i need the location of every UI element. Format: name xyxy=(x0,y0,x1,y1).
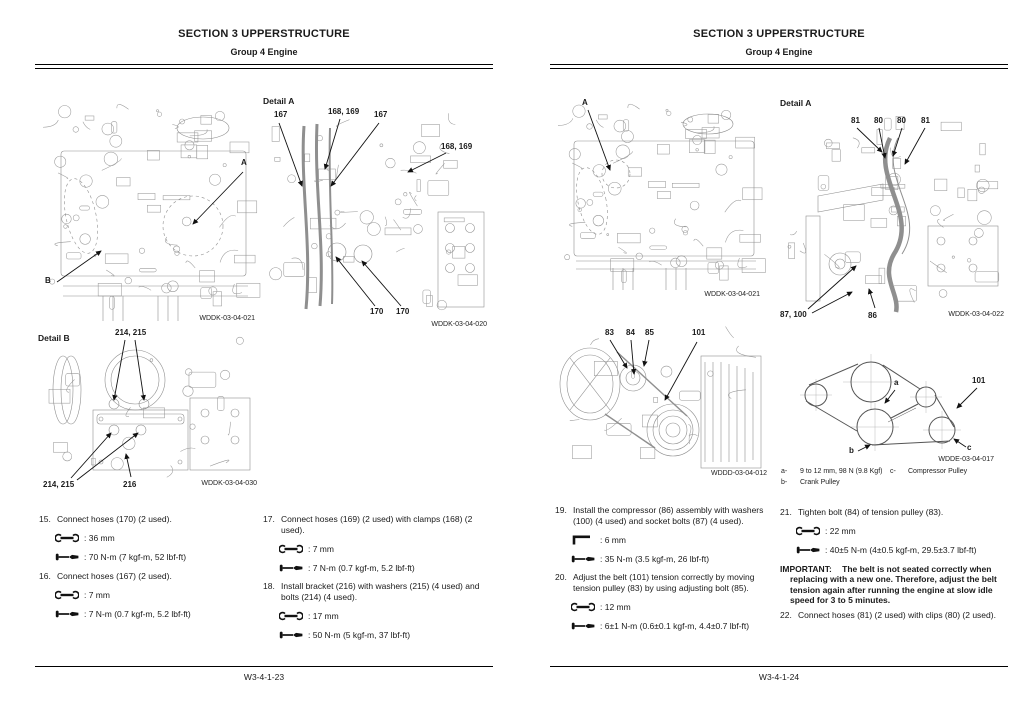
wrench-icon xyxy=(55,533,79,543)
torque-spec xyxy=(279,562,489,573)
step-number: 16. xyxy=(39,570,51,581)
torque-wrench-icon xyxy=(55,609,79,619)
step-number: 17. xyxy=(263,514,275,524)
callout-label: 87, 100 xyxy=(780,310,807,319)
spec-value: : 7 N-m (0.7 kgf-m, 5.2 lbf-ft) xyxy=(84,608,191,619)
callout-label: 85 xyxy=(645,328,654,337)
step-text: Adjust the belt (101) tension correctly by moving tension pulley (83) by using adjusting bolt (85). xyxy=(573,572,755,593)
callout-label: A xyxy=(582,98,588,107)
step-text: Install bracket (216) with washers (215) (4 used) and bolts (214) (4 used). xyxy=(281,581,480,602)
callout-label: 168, 169 xyxy=(328,107,360,116)
torque-spec xyxy=(796,545,1008,556)
spec-value: : 70 N-m (7 kgf-m, 52 lbf-ft) xyxy=(84,552,187,562)
compressor-pulley-label: c xyxy=(967,443,972,452)
callout-label: 167 xyxy=(274,110,288,119)
wrench-size-spec xyxy=(279,543,489,554)
step-number: 20. xyxy=(555,572,567,582)
legend-text-c: Compressor Pulley xyxy=(908,468,968,475)
engine-overview-art xyxy=(43,96,265,328)
crank-pulley-label: b xyxy=(849,446,854,455)
spec-value: : 40±5 N-m (4±0.5 kgf-m, 29.5±3.7 lbf-ft) xyxy=(825,545,977,555)
callout-label: B xyxy=(45,276,51,285)
legend-text-a: 9 to 12 mm, 98 N (9.8 Kgf) xyxy=(800,468,883,475)
figure-detail-a xyxy=(262,94,493,334)
callout-label: 216 xyxy=(123,480,137,489)
step-20 xyxy=(555,572,775,593)
callout-label: 170 xyxy=(370,307,384,316)
wrench-size-spec xyxy=(55,589,251,600)
figure-code: WDDK-03-04-020 xyxy=(431,321,487,328)
section-title: SECTION 3 UPPERSTRUCTURE xyxy=(178,28,350,40)
wrench-size-spec xyxy=(279,610,489,621)
step-number: 18. xyxy=(263,581,275,591)
figure-title: Detail B xyxy=(38,333,70,343)
step-text: Connect hoses (167) (2 used). xyxy=(57,570,172,581)
callout-label: 80 xyxy=(897,116,906,125)
hex-key-size-spec xyxy=(571,534,775,545)
steps-column xyxy=(263,514,489,648)
detail-a-art xyxy=(778,96,1008,326)
wrench-size-spec xyxy=(796,526,1008,537)
steps-column xyxy=(555,505,775,639)
step-number: 19. xyxy=(555,505,567,515)
torque-wrench-icon xyxy=(279,563,303,573)
header-rule xyxy=(35,64,493,69)
group-title: Group 4 Engine xyxy=(230,47,298,57)
spec-value: : 35 N-m (3.5 kgf-m, 26 lbf-ft) xyxy=(600,553,710,564)
callout-label: 168, 169 xyxy=(441,142,473,151)
footer-rule xyxy=(550,666,1008,667)
figure-code: WDDE-03-04-017 xyxy=(938,456,994,463)
step-number: 15. xyxy=(39,514,51,524)
figure-belt-routing xyxy=(778,350,1008,490)
step-text: Install the compressor (86) assembly with washers (100) (4 used) and socket bolts (87) (4 used). xyxy=(573,505,764,526)
steps-column xyxy=(39,514,251,627)
step-16 xyxy=(39,571,251,582)
torque-wrench-icon xyxy=(571,621,595,631)
callout-label: 101 xyxy=(972,376,986,385)
torque-spec xyxy=(571,620,775,631)
torque-spec xyxy=(571,553,775,564)
step-21 xyxy=(780,507,1008,518)
wrench-icon xyxy=(796,526,820,536)
step-15 xyxy=(39,514,251,525)
spec-value: : 22 mm xyxy=(825,526,856,536)
group-title: Group 4 Engine xyxy=(745,47,813,57)
torque-wrench-icon xyxy=(571,554,595,564)
legend-key-a: a- xyxy=(781,468,788,475)
callout-label: 214, 215 xyxy=(43,480,75,489)
page-number: W3-4-1-24 xyxy=(758,672,800,682)
engine-overview-art xyxy=(558,96,770,301)
spec-value: : 6 mm xyxy=(600,534,626,545)
step-19 xyxy=(555,505,775,526)
step-text: Connect hoses (169) (2 used) with clamps (168) (2 used). xyxy=(281,514,473,535)
legend-key-c: c- xyxy=(890,468,896,475)
callout-label: 170 xyxy=(396,307,410,316)
spec-value: : 7 mm xyxy=(308,543,334,554)
callout-label: 86 xyxy=(868,311,877,320)
figure-code: WDDK-03-04-022 xyxy=(948,311,1004,318)
important-note xyxy=(780,564,1008,606)
hex-key-icon xyxy=(571,534,595,545)
wrench-size-spec xyxy=(571,601,775,612)
page-number: W3-4-1-23 xyxy=(243,672,285,682)
torque-spec xyxy=(55,552,251,563)
figure-code: WDDK-03-04-021 xyxy=(199,315,255,322)
torque-wrench-icon xyxy=(55,552,79,562)
deflection-point-label: a xyxy=(894,378,899,387)
torque-spec xyxy=(279,629,489,640)
spec-value: : 7 mm xyxy=(84,589,110,600)
section-title: SECTION 3 UPPERSTRUCTURE xyxy=(693,28,865,40)
manual-page-left xyxy=(35,0,493,722)
figure-detail-a xyxy=(778,96,1008,326)
callout-label: A xyxy=(241,158,247,167)
torque-spec xyxy=(55,608,251,619)
wrench-icon xyxy=(279,611,303,621)
figure-title: Detail A xyxy=(263,96,295,106)
torque-wrench-icon xyxy=(279,630,303,640)
spec-value: : 12 mm xyxy=(600,601,631,612)
spec-value: : 6±1 N-m (0.6±0.1 kgf-m, 4.4±0.7 lbf-ft) xyxy=(600,620,750,631)
figure-code: WDDD-03-04-012 xyxy=(710,470,767,477)
torque-wrench-icon xyxy=(796,545,820,555)
figure-title: Detail A xyxy=(780,98,812,108)
callout-label: 84 xyxy=(626,328,635,337)
step-text: Connect hoses (81) (2 used) with clips (80) (2 used). xyxy=(798,609,996,620)
figure-code: WDDK-03-04-021 xyxy=(704,291,760,298)
callout-label: 214, 215 xyxy=(115,328,147,337)
step-17 xyxy=(263,514,489,535)
spec-value: : 50 N-m (5 kgf-m, 37 lbf-ft) xyxy=(308,629,411,640)
figure-engine-overview xyxy=(43,96,265,328)
spec-value: : 7 N-m (0.7 kgf-m, 5.2 lbf-ft) xyxy=(308,562,415,573)
step-number: 22. xyxy=(780,609,792,620)
figure-code: WDDK-03-04-030 xyxy=(201,480,257,487)
callout-label: 83 xyxy=(605,328,614,337)
wrench-size-spec xyxy=(55,533,251,544)
figure-engine-overview xyxy=(558,96,770,301)
spec-value: : 17 mm xyxy=(308,610,339,621)
important-text: The belt is not seated correctly when replacing with a new one. Therefore, adjust the belt tension again after running the engine at slow idle speed for 3 to 5 minutes. xyxy=(790,563,997,605)
figure-detail-b xyxy=(35,328,265,496)
step-text: Connect hoses (170) (2 used). xyxy=(57,514,172,524)
footer-rule xyxy=(35,666,493,667)
step-18 xyxy=(263,581,489,602)
callout-label: 80 xyxy=(874,116,883,125)
callout-label: 101 xyxy=(692,328,706,337)
step-number: 21. xyxy=(780,507,792,517)
callout-label: 167 xyxy=(374,110,388,119)
step-text: Tighten bolt (84) of tension pulley (83). xyxy=(798,507,944,517)
callout-label: 81 xyxy=(921,116,930,125)
important-label: IMPORTANT: xyxy=(780,563,832,574)
callout-label: 81 xyxy=(851,116,860,125)
manual-page-right xyxy=(550,0,1008,722)
belt-art xyxy=(555,322,773,482)
wrench-icon xyxy=(279,544,303,554)
steps-column xyxy=(780,507,1008,628)
legend-key-b: b- xyxy=(781,479,788,486)
detail-a-art xyxy=(262,94,493,334)
legend-text-b: Crank Pulley xyxy=(800,479,840,486)
detail-b-art xyxy=(35,328,265,496)
figure-belt-tension xyxy=(555,322,773,482)
header-rule xyxy=(550,64,1008,69)
wrench-icon xyxy=(571,602,595,612)
spec-value: : 36 mm xyxy=(84,533,115,543)
step-22 xyxy=(780,610,1008,621)
wrench-icon xyxy=(55,590,79,600)
